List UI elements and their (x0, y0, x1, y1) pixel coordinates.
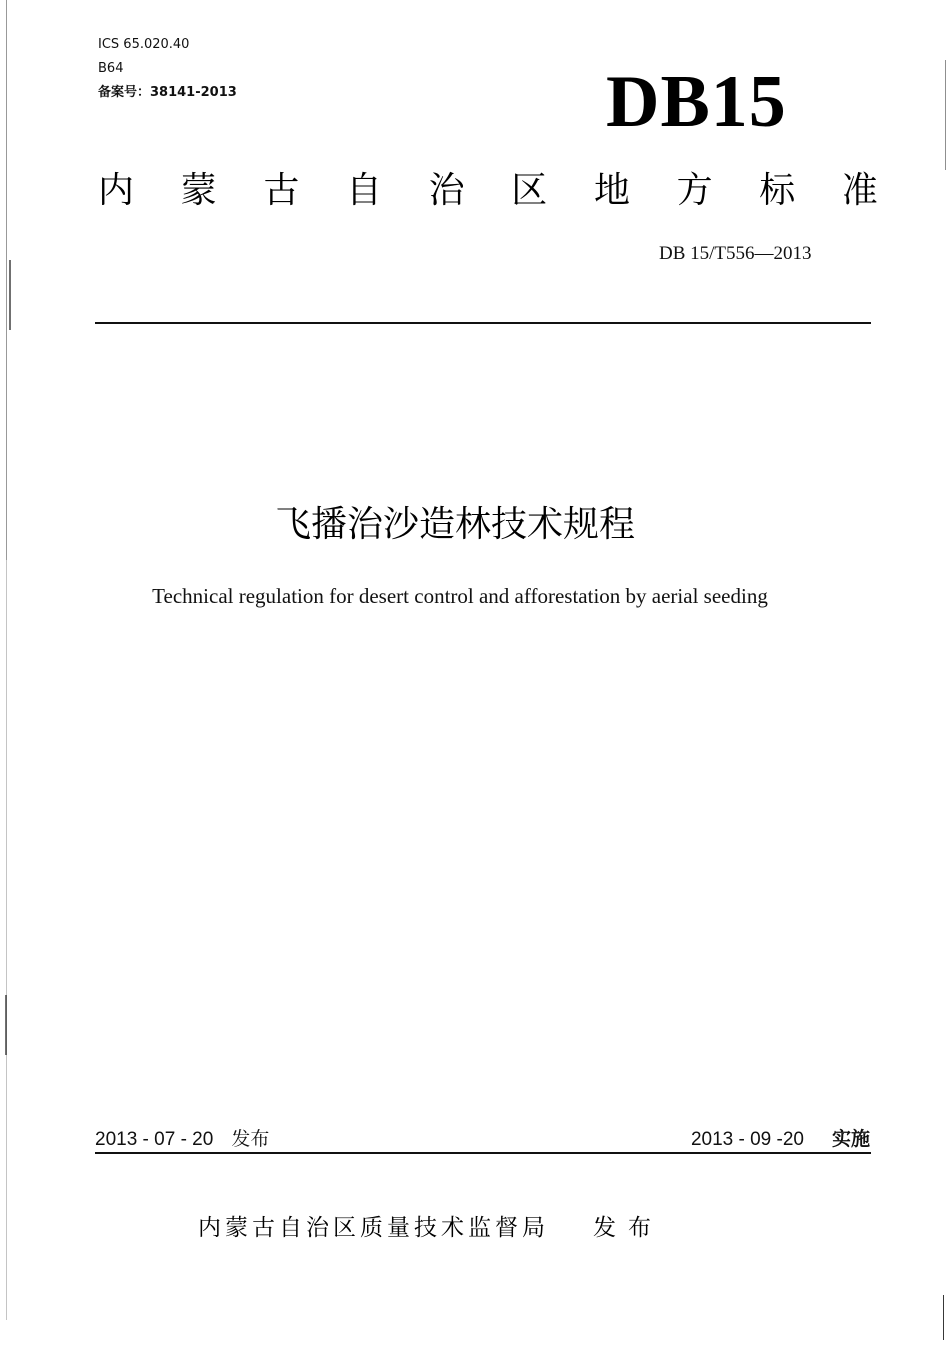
heading-char: 古 (263, 170, 300, 211)
classification-block (98, 33, 237, 105)
heading-char: 方 (676, 170, 713, 211)
heading-char: 自 (345, 170, 382, 211)
heading-char: 准 (841, 170, 878, 211)
release-date-block (95, 1124, 269, 1155)
standard-number: DB 15/T556—2013 (659, 243, 812, 264)
issuer-line (198, 1210, 663, 1246)
scan-edge-line (9, 260, 11, 330)
top-divider (95, 322, 871, 324)
bottom-divider (95, 1152, 871, 1154)
scan-edge-line (945, 60, 946, 170)
issuer-action: 发布 (593, 1215, 663, 1241)
ccs-code: B64 (98, 61, 124, 76)
ics-code: ICS 65.020.40 (98, 37, 190, 52)
scan-edge-line (943, 1295, 944, 1340)
release-date: 2013 - 07 - 20 (95, 1129, 214, 1150)
heading-char: 地 (593, 170, 630, 211)
document-title-english: Technical regulation for desert control and afforestation by aerial seeding (152, 584, 768, 608)
release-label: 发布 (231, 1128, 270, 1150)
issuer-name: 内蒙古自治区质量技术监督局 (198, 1215, 549, 1241)
document-title-chinese: 飞播治沙造林技术规程 (274, 504, 635, 545)
db15-logo: DB15 (606, 61, 787, 143)
scan-edge-line (5, 995, 7, 1055)
effective-date-block (691, 1124, 870, 1155)
record-number: 备案号：38141-2013 (98, 85, 237, 100)
heading-char: 内 (98, 170, 135, 211)
effective-date: 2013 - 09 -20 (690, 1129, 804, 1150)
heading-char: 区 (511, 170, 548, 211)
scan-edge-line (6, 0, 7, 560)
heading-char: 标 (759, 170, 796, 211)
effective-label: 实施 (831, 1128, 870, 1150)
heading-char: 蒙 (180, 170, 217, 211)
scan-edge-line (6, 560, 7, 1320)
heading-char: 治 (428, 170, 465, 211)
standard-type-heading (98, 166, 878, 216)
